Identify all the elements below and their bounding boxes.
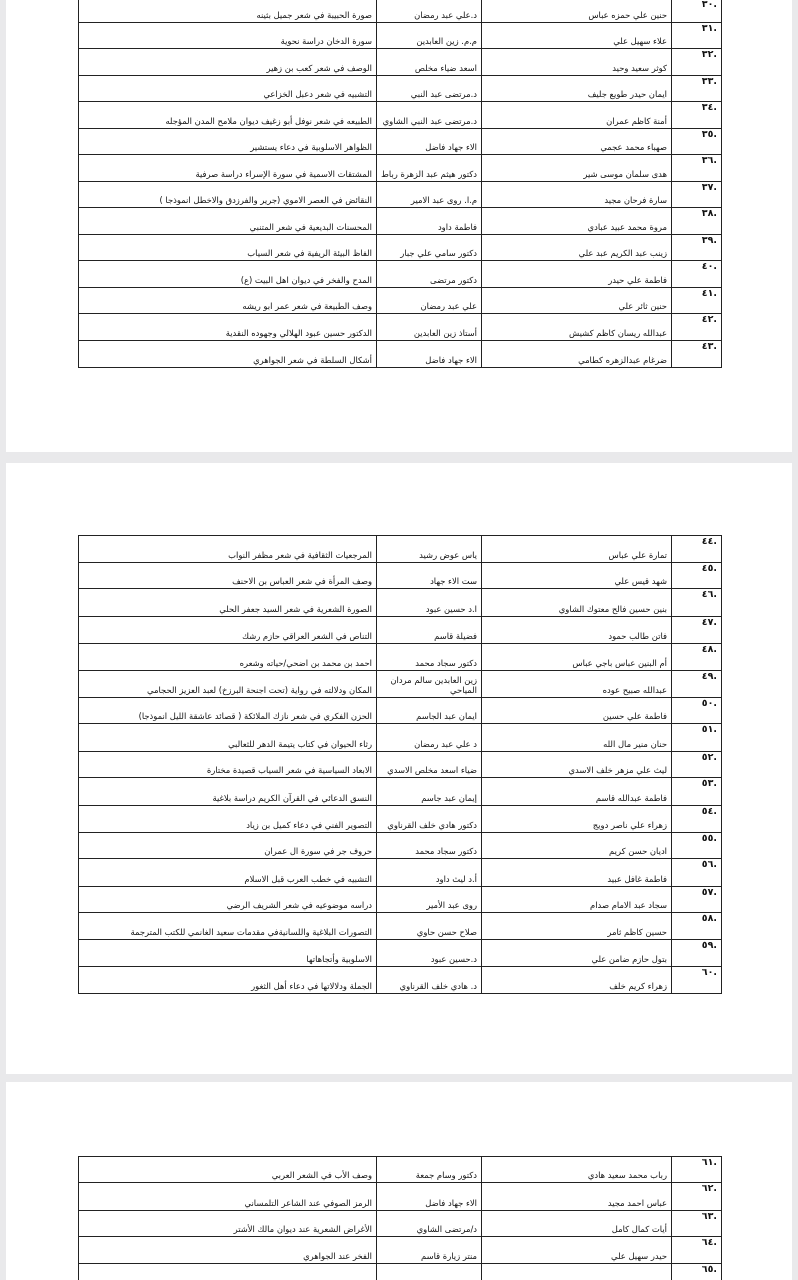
research-topic: الأغراض الشعرية عند ديوان مالك الأشتر [79, 1211, 377, 1237]
supervisor-name: الاء جهاد فاضل [377, 341, 482, 368]
table-row [79, 76, 722, 102]
table-row [79, 698, 722, 724]
student-name: مروة محمد عبيد عبادي [482, 208, 672, 235]
table-row [79, 1237, 722, 1264]
row-number: .٤٨ [672, 644, 722, 671]
row-number: .٣٦ [672, 155, 722, 182]
research-topic: الابعاد السياسية في شعر السياب قصيدة مختارة [79, 752, 377, 778]
table-row [79, 859, 722, 887]
table-row [79, 724, 722, 752]
supervisor-name: د.علي عبد رمضان [377, 0, 482, 23]
row-number: .٤٦ [672, 589, 722, 617]
supervisor-name: فاطمة داود [377, 208, 482, 235]
research-topic: حروف جر في سورة ال عمران [79, 833, 377, 859]
table-row [79, 129, 722, 155]
row-number: .٣٥ [672, 129, 722, 155]
row-number: .٣٨ [672, 208, 722, 235]
supervisor-name: ضياء اسعد مخلص الاسدي [377, 752, 482, 778]
research-topic: الفاظ البيئة الريفية في شعر السياب [79, 235, 377, 261]
research-topic: الصورة الشعرية في شعر السيد جعفر الحلي [79, 589, 377, 617]
student-name: فاطمة عبدالله قاسم [482, 778, 672, 806]
supervisor-name: ست الاء جهاد [377, 563, 482, 589]
row-number: .٣٧ [672, 182, 722, 208]
table-row [79, 49, 722, 76]
student-name: ايمان حيدر طويع جليف [482, 76, 672, 102]
student-name: صهباء محمد عجمي [482, 129, 672, 155]
supervisor-name: ا.د حسين عبود [377, 589, 482, 617]
row-number: .٥٤ [672, 806, 722, 833]
supervisor-name: د. هادي خلف القرناوي [377, 967, 482, 994]
research-topic: الطبيعه في شعر نوفل أبو زغيف ديوان ملامح المدن المؤجله [79, 102, 377, 129]
research-topic: النقائض في العصر الاموي (جرير والفرزدق والاخطل انموذجا ) [79, 182, 377, 208]
research-topic: التشبيه في شعر دعبل الخزاعي [79, 76, 377, 102]
student-name: فاطمة غافل عبيد [482, 859, 672, 887]
research-topic: التناص في الشعر العراقي حازم رشك [79, 617, 377, 644]
student-name: تمارة علي عباس [482, 536, 672, 563]
student-name: شهد قيس علي [482, 563, 672, 589]
research-topic: رثاء الحيوان في كتاب يتيمة الدهر للثعالبي [79, 724, 377, 752]
register-table-1 [78, 0, 722, 368]
row-number: .٤٠ [672, 261, 722, 288]
student-name: ضرغام عبدالزهره كطامي [482, 341, 672, 368]
student-name: أيات كمال كامل [482, 1211, 672, 1237]
row-number: .٦١ [672, 1157, 722, 1183]
row-number: .٥٧ [672, 887, 722, 913]
table-row [79, 1183, 722, 1211]
research-topic: التشبيه في خطب العرب قبل الاسلام [79, 859, 377, 887]
supervisor-name: إيمان عبد جاسم [377, 778, 482, 806]
research-topic: الرمز الصوفي عند الشاعر التلمساني [79, 1183, 377, 1211]
supervisor-name: اسعد ضياء مخلص [377, 49, 482, 76]
research-topic: المشتقات الاسمية في سورة الإسراء دراسة صرفية [79, 155, 377, 182]
supervisor-name: دكتور هادي خلف القرناوي [377, 806, 482, 833]
register-table-2 [78, 535, 722, 994]
row-number: .٥٦ [672, 859, 722, 887]
table-row [79, 967, 722, 994]
research-topic: المحسنات البديعية في شعر المتنبي [79, 208, 377, 235]
supervisor-name: دكتور هيثم عبد الزهرة رباط [377, 155, 482, 182]
student-name: زينب عبد الكريم عبد علي [482, 235, 672, 261]
table-row [79, 261, 722, 288]
row-number: .٥٨ [672, 913, 722, 940]
supervisor-name: دكتور سجاد محمد [377, 833, 482, 859]
research-topic: الحزن الفكري في شعر نازك الملائكة ( قصائد عاشقة الليل انموذجا) [79, 698, 377, 724]
student-name: هدى سلمان موسى شير [482, 155, 672, 182]
table-row [79, 208, 722, 235]
table-row [79, 617, 722, 644]
document-page-1 [6, 0, 792, 452]
supervisor-name: فضيلة قاسم [377, 617, 482, 644]
research-topic: النسق الدعائي في القرآن الكريم دراسة بلاغية [79, 778, 377, 806]
research-topic: احمد بن محمد بن اضحي/حياته وشعره [79, 644, 377, 671]
supervisor-name: زين العابدين سالم مردان المياحي [377, 671, 482, 698]
student-name: أم البنين عباس باجي عباس [482, 644, 672, 671]
research-topic: التصورات البلاغية واللسانيةفي مقدمات سعيد الغانمي للكتب المترجمة [79, 913, 377, 940]
supervisor-name: د/مرتضى الشاوي [377, 1211, 482, 1237]
research-topic: الوصف في شعر كعب بن زهير [79, 49, 377, 76]
research-topic: المكان ودلالته في رواية (تحت اجنحة البرزخ) لعبد العزيز الحجامي [79, 671, 377, 698]
supervisor-name: ايمان عبد الجاسم [377, 698, 482, 724]
row-number: .٣٤ [672, 102, 722, 129]
row-number: .٦٥ [672, 1264, 722, 1280]
document-page-3 [6, 1082, 792, 1280]
research-topic: الظواهر الاسلوبية في دعاء يستشير [79, 129, 377, 155]
student-name: سجاد عبد الامام صدام [482, 887, 672, 913]
research-topic: وصف الأب في الشعر العربي [79, 1157, 377, 1183]
supervisor-name: علي عبد رمضان [377, 288, 482, 314]
row-number: .٣١ [672, 23, 722, 49]
research-topic: دراسه موضوعيه في شعر الشريف الرضي [79, 887, 377, 913]
table-row [79, 155, 722, 182]
table-row [79, 940, 722, 967]
research-topic: أشكال السلطة في شعر الجواهري [79, 341, 377, 368]
row-number: .٣٣ [672, 76, 722, 102]
supervisor-name: صلاح حسن حاوي [377, 913, 482, 940]
document-page-2 [6, 463, 792, 1074]
table-row [79, 589, 722, 617]
table-row [79, 671, 722, 698]
table-row [79, 1157, 722, 1183]
row-number: .٤٢ [672, 314, 722, 341]
student-name: بنين حسين فالح معتوك الشاوي [482, 589, 672, 617]
row-number: .٥٠ [672, 698, 722, 724]
row-number: .٥٣ [672, 778, 722, 806]
research-topic: الدكتور حسين عبود الهلالي وجهوده النقدية [79, 314, 377, 341]
research-topic: وصف الطبيعة في شعر عمر ابو ريشه [79, 288, 377, 314]
supervisor-name: د.مرتضى عبد النبي [377, 76, 482, 102]
student-name: ليث علي مزهر خلف الاسدي [482, 752, 672, 778]
supervisor-name: الاء جهاد فاضل [377, 129, 482, 155]
supervisor-name: دكتور مرتضى [377, 261, 482, 288]
row-number: .٤٥ [672, 563, 722, 589]
supervisor-name: دكتور وسام جمعة [377, 1157, 482, 1183]
table-row [79, 644, 722, 671]
table-row [79, 887, 722, 913]
register-table-3 [78, 1156, 722, 1280]
research-topic: الفخر عند الجواهري [79, 1237, 377, 1264]
row-number: .٦٣ [672, 1211, 722, 1237]
supervisor-name: د علي عبد رمضان [377, 724, 482, 752]
table-row [79, 23, 722, 49]
table-row [79, 752, 722, 778]
student-name: رباب محمد سعيد هادي [482, 1157, 672, 1183]
table-row [79, 563, 722, 589]
table-row [79, 778, 722, 806]
research-topic: صورة الحبيبة في شعر جميل بثينه [79, 0, 377, 23]
student-name: فاتن طالب حمود [482, 617, 672, 644]
student-name: فاطمة علي حسين [482, 698, 672, 724]
row-number: .٤٧ [672, 617, 722, 644]
supervisor-name: دكتور سجاد محمد [377, 644, 482, 671]
table-row [79, 341, 722, 368]
student-name: علاء سهيل علي [482, 23, 672, 49]
student-name: فاطمة علي حيدر [482, 261, 672, 288]
student-name: حنين علي حمزه عباس [482, 0, 672, 23]
student-name: حسين كاظم ثامر [482, 913, 672, 940]
row-number: .٦٠ [672, 967, 722, 994]
supervisor-name: الاء جهاد فاضل [377, 1183, 482, 1211]
supervisor-name: أ.د ليث داود [377, 859, 482, 887]
row-number: .٤٣ [672, 341, 722, 368]
table-row [79, 806, 722, 833]
student-name: كوثر سعيد وحيد [482, 49, 672, 76]
row-number: .٤٩ [672, 671, 722, 698]
supervisor-name [377, 1264, 482, 1280]
student-name: اديان حسن كريم [482, 833, 672, 859]
row-number: .٣٢ [672, 49, 722, 76]
table-row [79, 1211, 722, 1237]
student-name: زهراء علي ناصر دويج [482, 806, 672, 833]
student-name: عبدالله صبيح عوده [482, 671, 672, 698]
table-row [79, 0, 722, 23]
research-topic: سورة الدخان دراسة نحوية [79, 23, 377, 49]
student-name: عباس احمد مجيد [482, 1183, 672, 1211]
row-number: .٥٩ [672, 940, 722, 967]
table-row [79, 288, 722, 314]
student-name: بتول حازم ضامن علي [482, 940, 672, 967]
row-number: .٤٤ [672, 536, 722, 563]
student-name: حيدر سهيل علي [482, 1237, 672, 1264]
supervisor-name: منتر زيارة قاسم [377, 1237, 482, 1264]
row-number: .٣٩ [672, 235, 722, 261]
table-row [79, 235, 722, 261]
supervisor-name: دكتور سامي علي جبار [377, 235, 482, 261]
supervisor-name: د.حسين عبود [377, 940, 482, 967]
research-topic: وصف المرأة في شعر العباس بن الاحنف [79, 563, 377, 589]
research-topic: الاسلوبية وأتجاهاتها [79, 940, 377, 967]
research-topic: التصوير الفني في دعاء كميل بن زياد [79, 806, 377, 833]
table-row [79, 314, 722, 341]
row-number: .٦٤ [672, 1237, 722, 1264]
row-number: .٥٢ [672, 752, 722, 778]
supervisor-name: ياس عوض رشيد [377, 536, 482, 563]
table-row [79, 182, 722, 208]
student-name [482, 1264, 672, 1280]
row-number: .٥١ [672, 724, 722, 752]
student-name: حنين ثائر علي [482, 288, 672, 314]
supervisor-name: روى عبد الأمير [377, 887, 482, 913]
research-topic: المرجعيات الثقافية في شعر مظفر النواب [79, 536, 377, 563]
table-row [79, 536, 722, 563]
row-number: .٤١ [672, 288, 722, 314]
table-row [79, 833, 722, 859]
supervisor-name: م.ا. روى عبد الامير [377, 182, 482, 208]
row-number: .٣٠ [672, 0, 722, 23]
table-row [79, 102, 722, 129]
table-row [79, 913, 722, 940]
student-name: سارة فرحان مجيد [482, 182, 672, 208]
supervisor-name: أستاذ زين العابدين [377, 314, 482, 341]
research-topic [79, 1264, 377, 1280]
row-number: .٥٥ [672, 833, 722, 859]
research-topic: الجملة ودلالاتها في دعاء أهل الثغور [79, 967, 377, 994]
student-name: أمنة كاظم عمران [482, 102, 672, 129]
supervisor-name: د.مرتضى عبد النبي الشاوي [377, 102, 482, 129]
supervisor-name: م.م. زين العابدين [377, 23, 482, 49]
student-name: زهراء كريم خلف [482, 967, 672, 994]
row-number: .٦٢ [672, 1183, 722, 1211]
table-row [79, 1264, 722, 1280]
research-topic: المدح والفخر في ديوان اهل البيت (ع) [79, 261, 377, 288]
student-name: عبدالله ريسان كاظم كشيش [482, 314, 672, 341]
student-name: حنان منير مال الله [482, 724, 672, 752]
